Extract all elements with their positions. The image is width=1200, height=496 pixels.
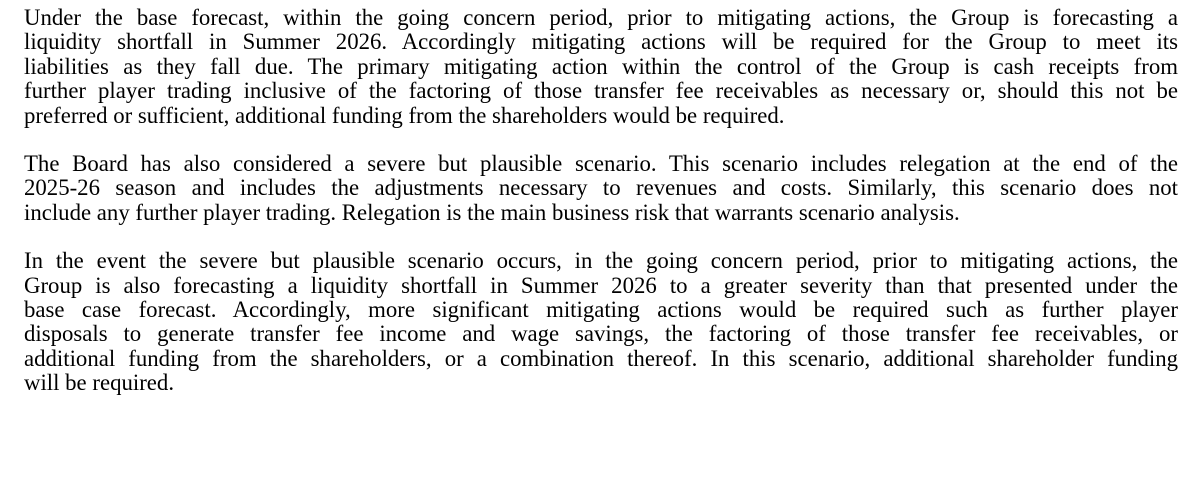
paragraph-base-forecast xyxy=(24,6,1178,128)
text-line: The Board has also considered a severe but plausible scenario. This scenario includes relegation at the end of the xyxy=(24,151,1178,177)
text-line: liquidity shortfall in Summer 2026. Accordingly mitigating actions will be required for the Group to meet its xyxy=(24,29,1178,55)
text-line: further player trading inclusive of the factoring of those transfer fee receivables as necessary or, should this not be xyxy=(24,78,1178,104)
text-line: will be required. xyxy=(24,370,175,396)
text-line: In the event the severe but plausible scenario occurs, in the going concern period, prior to mitigating actions, the xyxy=(24,248,1178,274)
text-line: Under the base forecast, within the going concern period, prior to mitigating actions, the Group is forecasting a xyxy=(24,5,1178,30)
text-line: 2025-26 season and includes the adjustments necessary to revenues and costs. Similarly, this scenario does not xyxy=(24,175,1178,201)
text-line: include any further player trading. Relegation is the main business risk that warrants scenario analysis. xyxy=(24,199,960,225)
text-line: liabilities as they fall due. The primary mitigating action within the control of the Group is cash receipts from xyxy=(24,53,1178,79)
paragraph-severe-scenario xyxy=(24,152,1178,225)
text-line: preferred or sufficient, additional funding from the shareholders would be required. xyxy=(24,102,785,128)
text-line: disposals to generate transfer fee income and wage savings, the factoring of those transfer fee receivables, or xyxy=(24,321,1178,347)
text-line: Group is also forecasting a liquidity shortfall in Summer 2026 to a greater severity than that presented under the xyxy=(24,272,1178,298)
text-line: base case forecast. Accordingly, more significant mitigating actions would be required such as further player xyxy=(24,297,1178,323)
paragraph-scenario-outcome xyxy=(24,249,1178,395)
text-line: additional funding from the shareholders, or a combination thereof. In this scenario, additional shareholder funding xyxy=(24,345,1178,371)
